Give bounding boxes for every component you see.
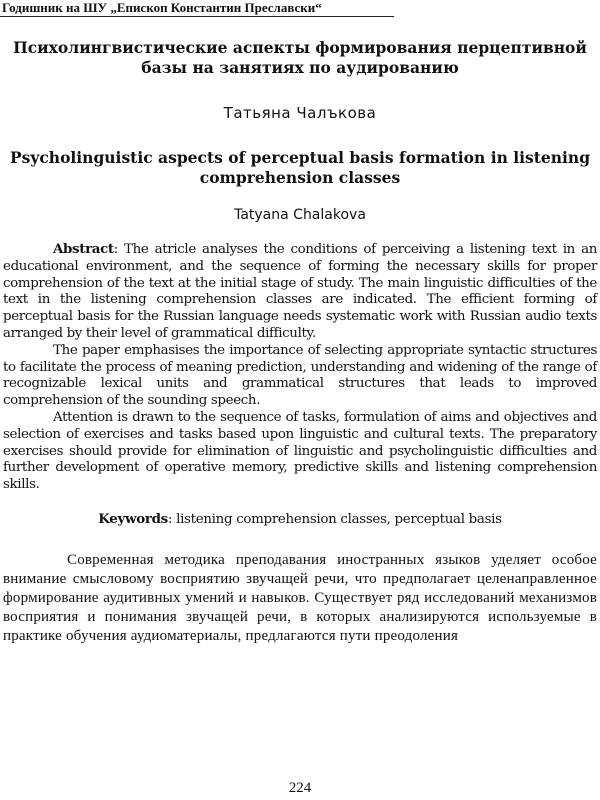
running-header: [0, 0, 394, 17]
abstract-text-1: : The atricle analyses the conditions of perceiving a listening text in an educational environment, and the sequence of forming the necessary skills for proper comprehension of the text at the initial stage of study. The main linguistic difficulties of the text in the listening comprehension classes are indicated. The efficient forming of perceptual basis for the Russian language needs systematic work with Russian audio texts arranged by their level of grammatical difficulty.: [3, 242, 597, 341]
body-paragraph: Современная методика преподавания иностранных языков уделяет особое внимание смысловому восприятию звучащей речи, что предполагает целенаправленное формирование аудитивных умений и навыков. Существует ряд исследований механизмов восприятия и понимания звучащей речи, в которых анализируются используемые в практике обучения аудиоматериалы, предлагаются пути преодоления: [3, 551, 597, 644]
article-page: [3, 38, 597, 646]
keywords-label: Keywords: [98, 510, 168, 527]
abstract: [3, 241, 597, 494]
abstract-paragraph-1: [3, 241, 597, 343]
abstract-paragraph-2: The paper emphasises the importance of selecting appropriate syntactic structures to facilitate the process of meaning prediction, understanding and widening of the range of recognizable lexical units and grammatical structures that leads to improved comprehension of the sounding speech.: [3, 342, 597, 409]
abstract-paragraph-3: Attention is drawn to the sequence of tasks, formulation of aims and objectives and selection of exercises and tasks based upon linguistic and cultural texts. The preparatory exercises should provide for elimination of linguistic and psycholinguistic difficulties and further development of operative memory, predictive skills and listening comprehension skills.: [3, 409, 597, 493]
abstract-label: Abstract: [53, 241, 114, 257]
keywords: [3, 511, 597, 527]
author-english: Tatyana Chalakova: [234, 207, 366, 223]
body-text: [3, 551, 597, 646]
keywords-text: : listening comprehension classes, perceptual basis: [167, 511, 502, 527]
author-russian: Татьяна Чалъкова: [223, 104, 377, 122]
title-english: Psycholinguistic aspects of perceptual basis formation in listening comprehension classes: [9, 148, 591, 187]
running-header-text: Годишник на ШУ „Епископ Константин Преславски“: [2, 0, 322, 15]
page-number: 224: [288, 780, 312, 796]
title-russian: Психолингвистические аспекты формирования перцептивной базы на занятиях по аудированию: [13, 38, 587, 77]
